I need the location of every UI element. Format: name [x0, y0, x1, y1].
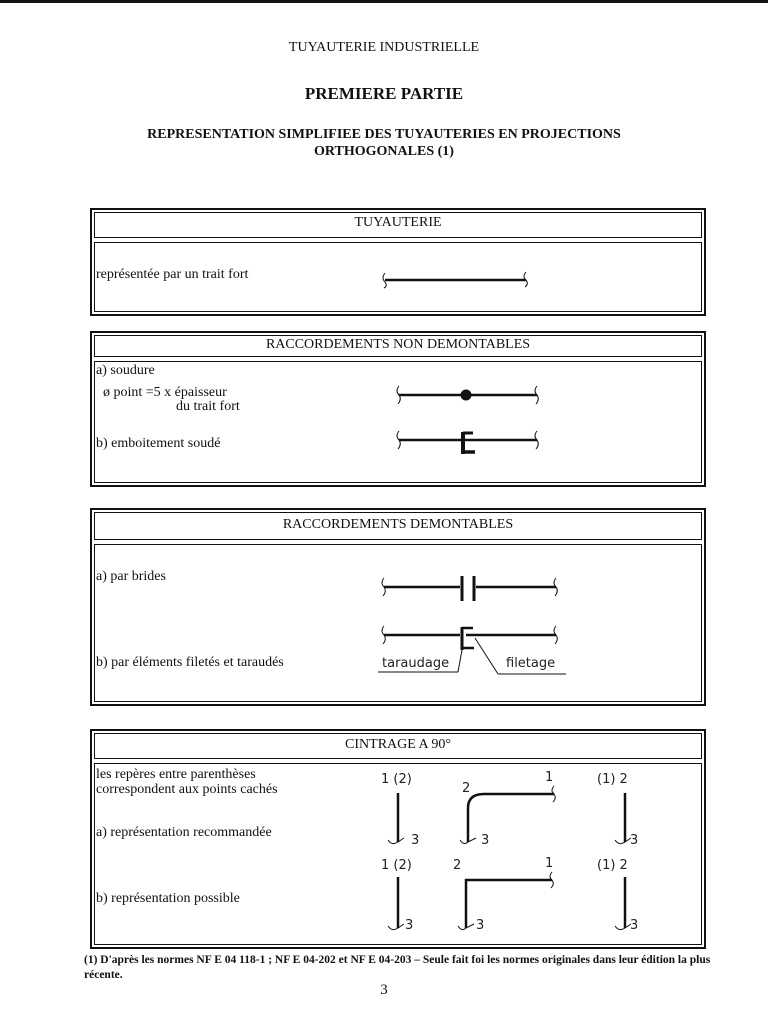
emboitement-label: b) emboitement soudé [96, 436, 221, 451]
non-demontables-title: RACCORDEMENTS NON DEMONTABLES [265, 337, 531, 352]
demontables-title: RACCORDEMENTS DEMONTABLES [282, 517, 514, 532]
soudure-note-2: du trait fort [176, 399, 240, 414]
marker-1-2-hidden-a: 1 (2) [381, 772, 412, 787]
marker-1-b: 1 [545, 856, 554, 871]
soudure-note-1: ø point =5 x épaisseur [103, 385, 227, 400]
tuyauterie-description: représentée par un trait fort [96, 267, 249, 282]
soudure-label: a) soudure [96, 363, 155, 378]
possible-label: b) représentation possible [96, 891, 240, 906]
filetes-label: b) par éléments filetés et taraudés [96, 655, 284, 670]
bend-view-right-a [613, 790, 643, 850]
marker-2-a: 2 [462, 781, 471, 796]
marker-2-b: 2 [453, 858, 462, 873]
marker-3-b2: 3 [476, 918, 485, 933]
bend-view-left-a [386, 790, 416, 850]
non-demontables-body-box [94, 361, 702, 483]
cintrage-note-2: correspondent aux points cachés [96, 782, 278, 797]
thick-line-symbol [380, 270, 530, 290]
section-subtitle [0, 126, 768, 160]
marker-3-a1: 3 [411, 833, 420, 848]
marker-3-a3: 3 [630, 833, 639, 848]
bend-view-front-a [458, 782, 568, 852]
marker-3-b1: 3 [405, 918, 414, 933]
flange-symbol [378, 574, 563, 604]
marker-1-2-hidden-b: 1 (2) [381, 858, 412, 873]
subtitle-line-1: REPRESENTATION SIMPLIFIEE DES TUYAUTERIES EN PROJECTIONS [147, 127, 621, 142]
marker-1-hidden-2-b: (1) 2 [597, 858, 628, 873]
marker-1-a: 1 [545, 770, 554, 785]
marker-3-b3: 3 [630, 918, 639, 933]
taraudage-annotation: taraudage [382, 656, 450, 671]
brides-label: a) par brides [96, 569, 166, 584]
tuyauterie-section [90, 208, 706, 316]
footnote: (1) D'après les normes NF E 04 118-1 ; NF E 04-202 et NF E 04-203 – Seule fait foi les normes originales dans leur édition la plus récente. [84, 954, 711, 981]
cintrage-title: CINTRAGE A 90° [345, 737, 451, 752]
demontables-title-box [94, 512, 702, 540]
document-header: TUYAUTERIE INDUSTRIELLE [288, 40, 480, 55]
filetage-annotation: filetage [506, 656, 556, 671]
page-number: 3 [380, 982, 388, 998]
bend-view-right-b [613, 874, 643, 936]
tuyauterie-title: TUYAUTERIE [354, 215, 442, 230]
part-title: PREMIERE PARTIE [304, 84, 464, 103]
socket-weld-symbol [393, 428, 543, 458]
weld-symbol [393, 384, 543, 408]
cintrage-title-box [94, 733, 702, 759]
bend-view-front-b [456, 868, 566, 938]
marker-3-a2: 3 [481, 833, 490, 848]
threaded-joint-symbol [378, 624, 563, 684]
recommandee-label: a) représentation recommandée [96, 825, 272, 840]
cintrage-note-1: les repères entre parenthèses [96, 767, 256, 782]
non-demontables-title-box [94, 335, 702, 357]
marker-1-hidden-2-a: (1) 2 [597, 772, 628, 787]
subtitle-line-2: ORTHOGONALES (1) [314, 144, 454, 159]
tuyauterie-title-box [94, 212, 702, 238]
bend-view-left-b [386, 874, 416, 936]
top-rule [0, 0, 768, 3]
